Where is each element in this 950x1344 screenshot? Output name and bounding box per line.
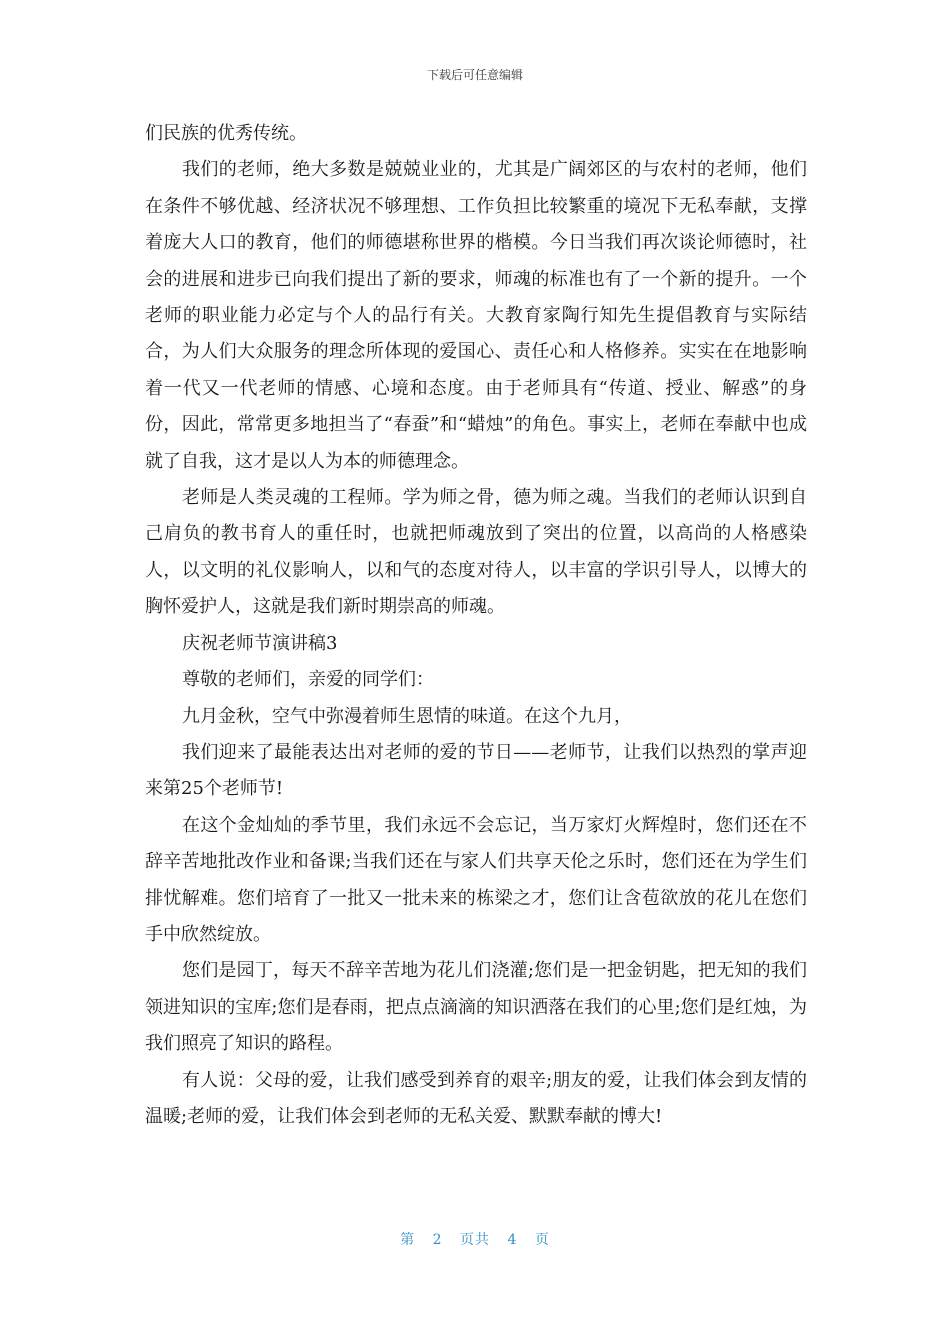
document-body bbox=[145, 116, 807, 1135]
paragraph: 我们的老师，绝大多数是兢兢业业的，尤其是广阔郊区的与农村的老师，他们在条件不够优越、经济状况不够理想、工作负担比较繁重的境况下无私奉献，支撑着庞大人口的教育，他们的师德堪称世界的楷模。今日当我们再次谈论师德时，社会的进展和进步已向我们提出了新的要求，师魂的标准也有了一个新的提升。一个老师的职业能力必定与个人的品行有关。大教育家陶行知先生提倡教育与实际结合，为人们大众服务的理念所体现的爱国心、责任心和人格修养。实实在在地影响着一代又一代老师的情感、心境和态度。由于老师具有“传道、授业、解惑”的身份，因此，常常更多地担当了“春蚕”和“蜡烛”的角色。事实上，老师在奉献中也成就了自我，这才是以人为本的师德理念。 bbox=[145, 159, 807, 472]
page-header: 下载后可任意编辑 bbox=[426, 68, 523, 82]
footer-current-page: 2 bbox=[432, 1232, 443, 1248]
paragraph: 老师是人类灵魂的工程师。学为师之骨，德为师之魂。当我们的老师认识到自己肩负的教书育人的重任时，也就把师魂放到了突出的位置，以高尚的人格感染人，以文明的礼仪影响人，以和气的态度对待人，以丰富的学识引导人，以博大的胸怀爱护人，这就是我们新时期崇高的师魂。 bbox=[145, 487, 807, 618]
page-footer bbox=[0, 1229, 950, 1249]
paragraph: 您们是园丁，每天不辞辛苦地为花儿们浇灌;您们是一把金钥匙，把无知的我们领进知识的宝库;您们是春雨，把点点滴滴的知识洒落在我们的心里;您们是红烛，为我们照亮了知识的路程。 bbox=[145, 960, 807, 1055]
salutation: 尊敬的老师们，亲爱的同学们： bbox=[182, 669, 434, 691]
footer-label-page: 第 bbox=[400, 1232, 416, 1248]
paragraph: 有人说：父母的爱，让我们感受到养育的艰辛;朋友的爱，让我们体会到友情的温暖;老师的爱，让我们体会到老师的无私关爱、默默奉献的博大! bbox=[145, 1069, 807, 1127]
footer-total-pages: 4 bbox=[507, 1232, 518, 1248]
paragraph: 在这个金灿灿的季节里，我们永远不会忘记，当万家灯火辉煌时，您们还在不辞辛苦地批改作业和备课;当我们还在与家人们共享天伦之乐时，您们还在为学生们排忧解难。您们培育了一批又一批未来的栋梁之才，您们让含苞欲放的花儿在您们手中欣然绽放。 bbox=[145, 814, 807, 945]
footer-label-end: 页 bbox=[534, 1232, 550, 1248]
paragraph: 们民族的优秀传统。 bbox=[145, 123, 307, 144]
paragraph: 我们迎来了最能表达出对老师的爱的节日——老师节，让我们以热烈的掌声迎来第25个老师节! bbox=[145, 741, 807, 800]
footer-label-of: 页共 bbox=[460, 1232, 490, 1248]
paragraph: 九月金秋，空气中弥漫着师生恩情的味道。在这个九月， bbox=[182, 705, 632, 727]
section-title: 庆祝老师节演讲稿3 bbox=[182, 632, 338, 654]
